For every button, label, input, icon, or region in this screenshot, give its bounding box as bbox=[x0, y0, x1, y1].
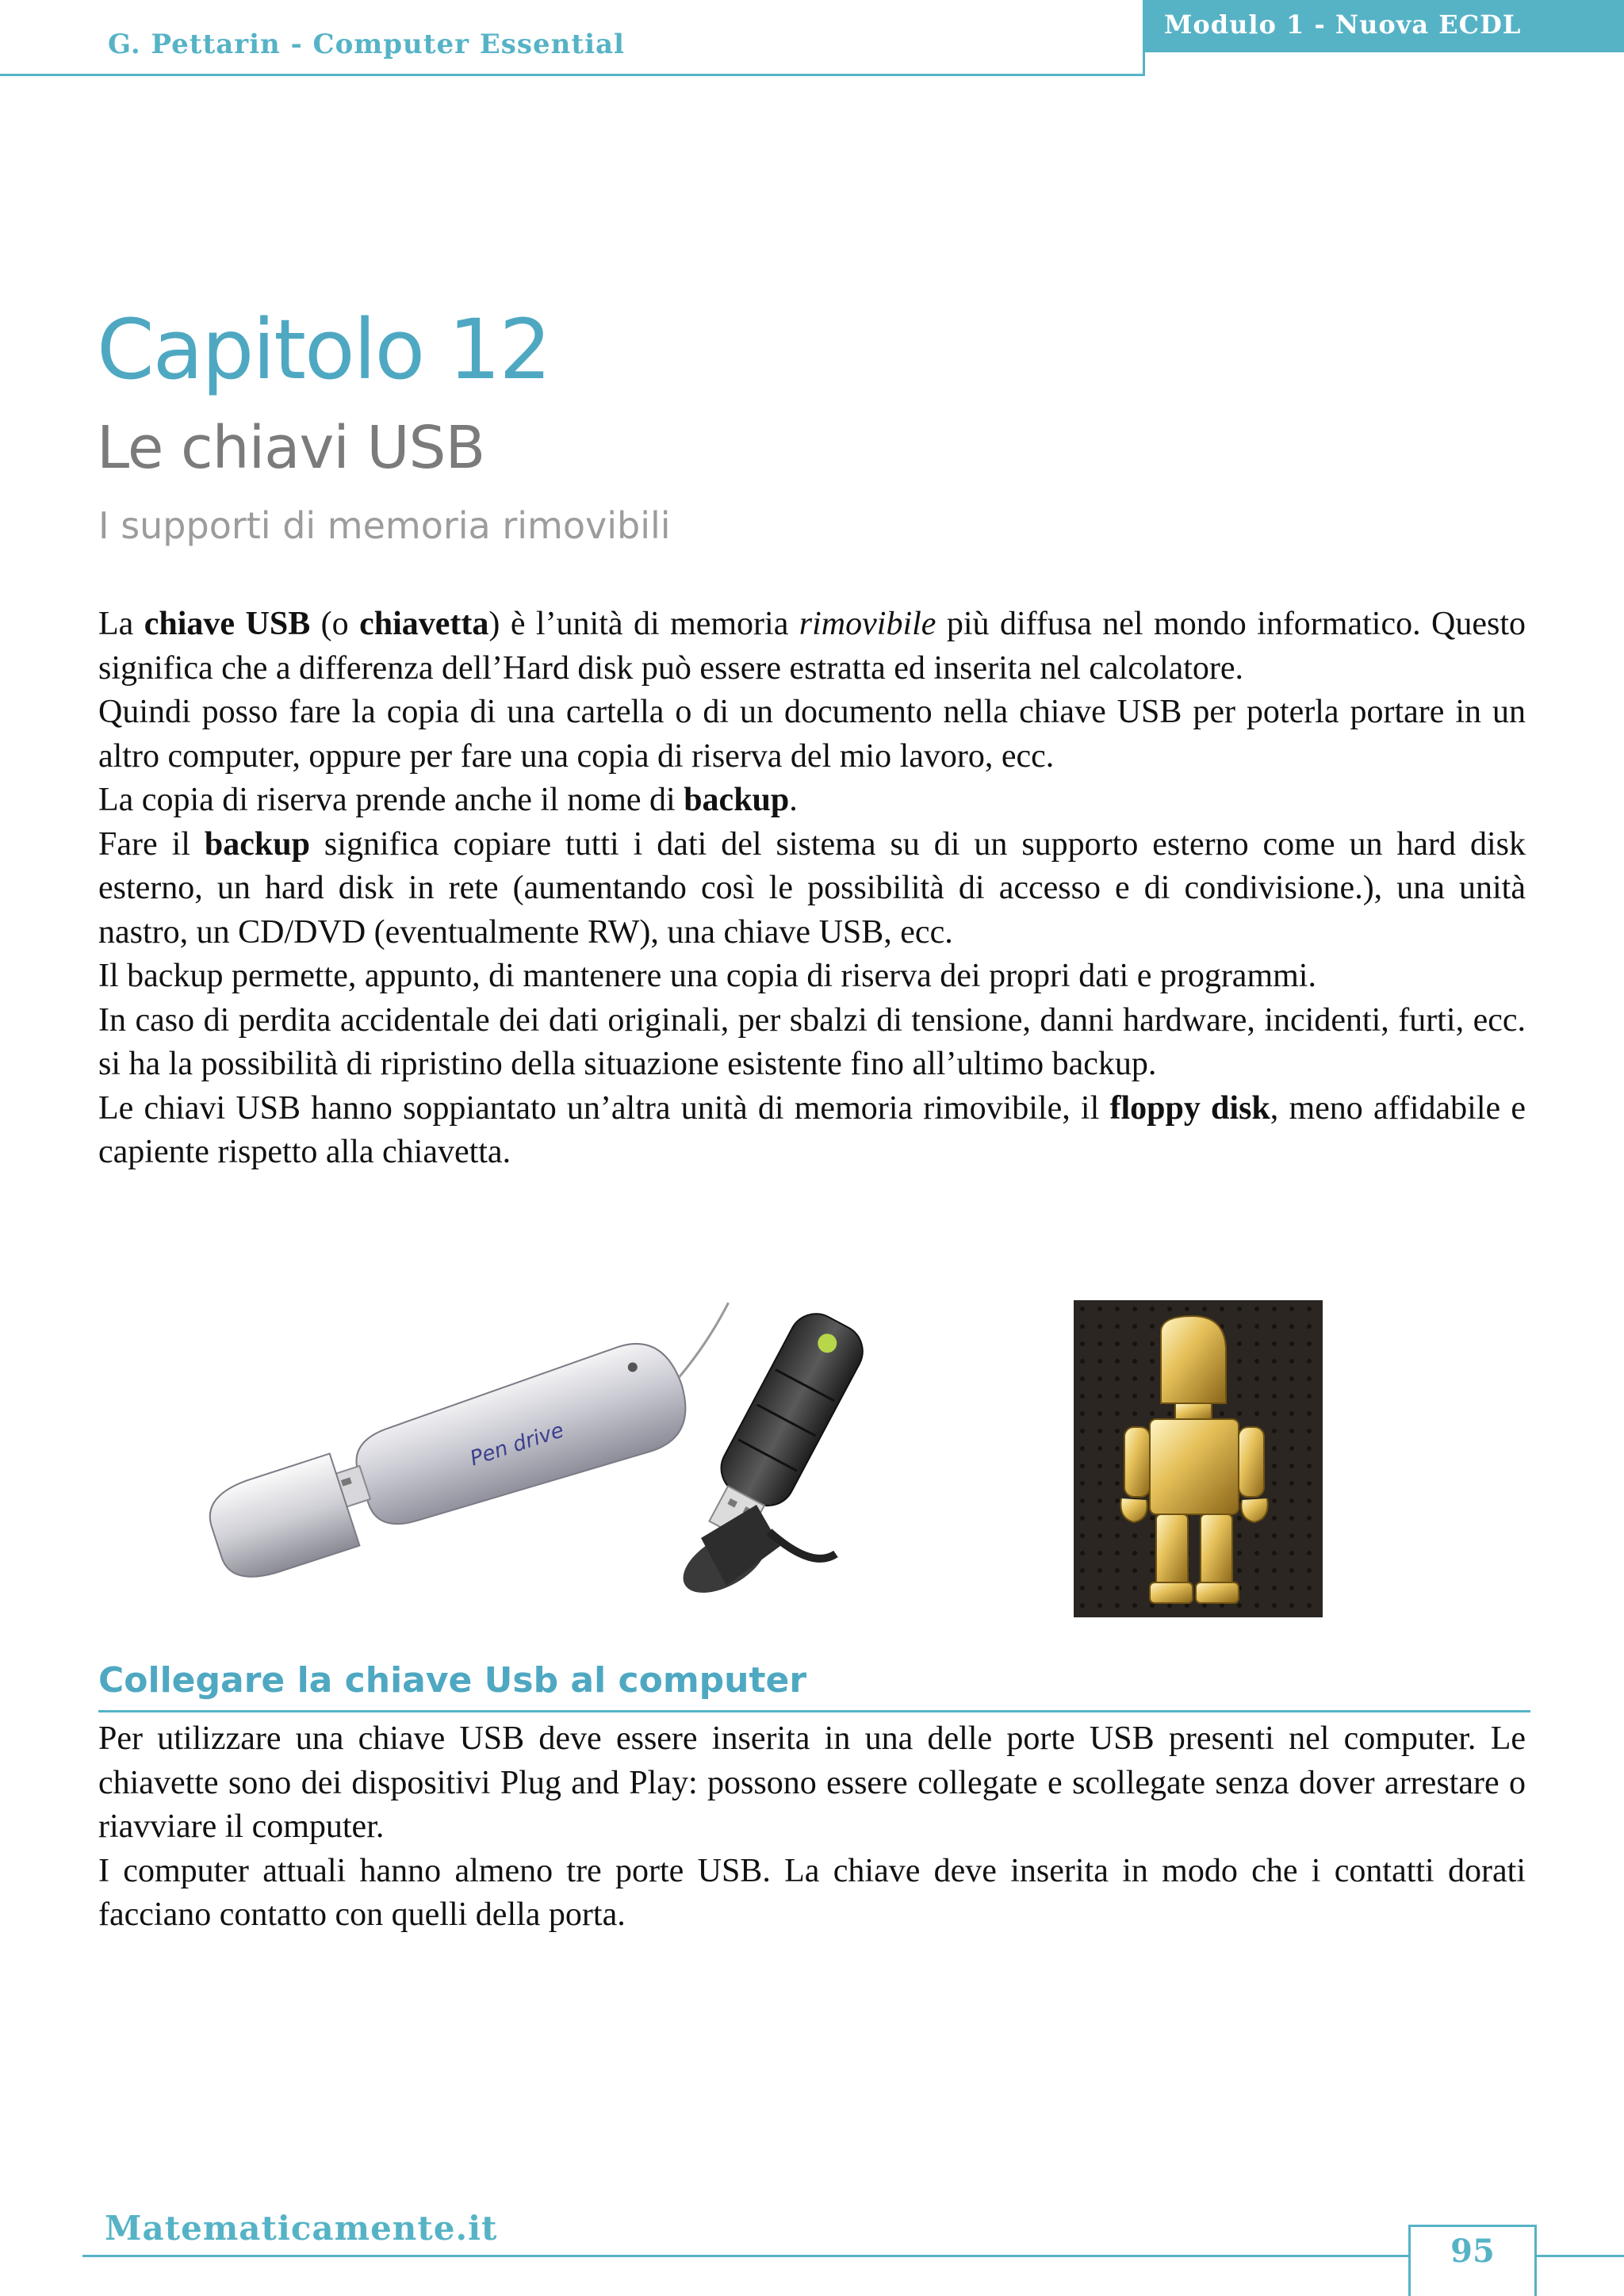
section-title: Collegare la chiave Usb al computer bbox=[98, 1660, 807, 1701]
intro-text bbox=[98, 603, 1526, 1175]
header-module: Modulo 1 - Nuova ECDL bbox=[1164, 10, 1522, 40]
black-pen-drive bbox=[694, 1304, 872, 1548]
usb-drives-photo bbox=[98, 1300, 986, 1617]
silver-pen-drive bbox=[298, 1303, 764, 1554]
chapter-subtitle: I supporti di memoria rimovibili bbox=[98, 504, 671, 547]
header-author: G. Pettarin - Computer Essential bbox=[108, 29, 625, 60]
paragraph: La copia di riserva prende anche il nome di backup. bbox=[98, 782, 798, 818]
section-rule bbox=[98, 1710, 1530, 1712]
page-number: 95 bbox=[1450, 2233, 1495, 2270]
paragraph: Per utilizzare una chiave USB deve essere inserita in una delle porte USB presenti nel computer. Le chiavette sono dei dispositivi Plug and Play: possono essere collegate e scollegate senza dover arrestare o riavviare il computer. bbox=[98, 1720, 1526, 1845]
paragraph: I computer attuali hanno almeno tre porte USB. La chiave deve inserita in modo che i contatti dorati facciano contatto con quelli della porta. bbox=[98, 1852, 1526, 1933]
robot-usb-photo bbox=[1074, 1300, 1323, 1617]
footer-rule bbox=[1537, 2255, 1624, 2257]
usb-brand-label: Pen drive bbox=[467, 1418, 567, 1471]
paragraph: Quindi posso fare la copia di una cartella o di un documento nella chiave USB per poterla portare in un altro computer, oppure per fare una copia di riserva del mio lavoro, ecc. bbox=[98, 694, 1526, 775]
footer-brand: Matematicamente.it bbox=[105, 2209, 498, 2248]
black-cap bbox=[673, 1505, 836, 1605]
paragraph: Fare il backup significa copiare tutti i dati del sistema su di un supporto esterno come un hard disk esterno, un hard disk in rete (aumentando così le possibilità di accesso e di condivisione.), una unità nastro, un CD/DVD (eventualmente RW), una chiave USB, ecc. bbox=[98, 825, 1526, 951]
footer-rule bbox=[82, 2255, 1408, 2257]
silver-cap bbox=[201, 1453, 359, 1587]
chapter-title: Le chiavi USB bbox=[97, 414, 485, 482]
paragraph: La chiave USB (o chiavetta) è l’unità di memoria rimovibile più diffusa nel mondo informatico. Questo significa che a differenza dell’Hard disk può essere estratta ed inserita nel calcolatore. bbox=[98, 606, 1526, 687]
paragraph: In caso di perdita accidentale dei dati originali, per sbalzi di tensione, danni hardware, incidenti, furti, ecc. si ha la possibilità di ripristino della situazione esistente fino all’ultimo backup. bbox=[98, 1001, 1526, 1082]
paragraph: Le chiavi USB hanno soppiantato un’altra unità di memoria rimovibile, il floppy disk, meno affidabile e capiente rispetto alla chiavetta. bbox=[98, 1089, 1526, 1170]
section-text bbox=[98, 1717, 1526, 1938]
chapter-number: Capitolo 12 bbox=[97, 301, 550, 398]
paragraph: Il backup permette, appunto, di mantenere una copia di riserva dei propri dati e programmi. bbox=[98, 958, 1316, 994]
